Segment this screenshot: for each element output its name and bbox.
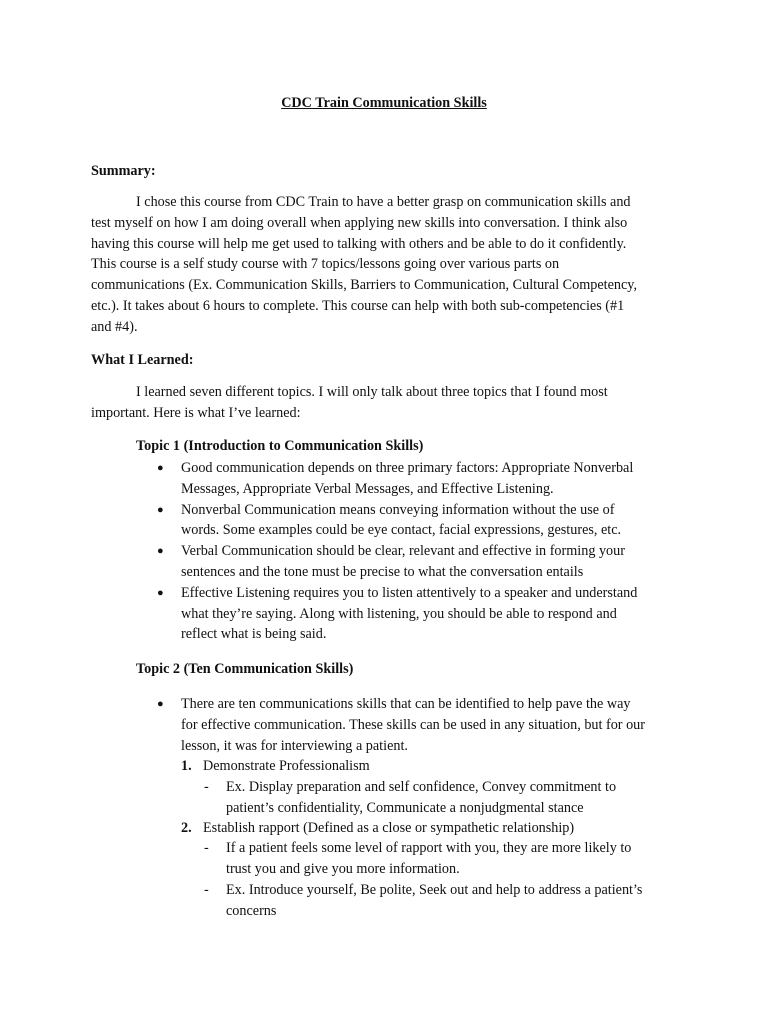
learned-line: I learned seven different topics. I will only talk about three topics that I found most: [136, 384, 608, 400]
list-item: [136, 500, 681, 542]
topic-2-heading: Topic 2 (Ten Communication Skills): [136, 661, 354, 677]
topic-2-bullet-list: [136, 694, 681, 756]
what-i-learned-heading: What I Learned:: [91, 352, 194, 368]
list-item-line: what they’re saying. Along with listening, you should be able to respond and: [181, 605, 617, 622]
dash-icon: -: [204, 840, 209, 856]
list-item-line: words. Some examples could be eye contact, facial expressions, gestures, etc.: [181, 522, 622, 539]
list-item-line: reflect what is being said.: [181, 626, 327, 643]
learned-line: important. Here is what I’ve learned:: [91, 404, 301, 421]
list-item-line: Good communication depends on three primary factors: Appropriate Nonverbal: [181, 460, 634, 476]
list-item-line: for effective communication. These skills can be used in any situation, but for our: [181, 716, 645, 733]
list-item: [136, 458, 681, 500]
sub-item-line: Ex. Display preparation and self confidence, Convey commitment to: [226, 779, 617, 795]
sub-item-line: Ex. Introduce yourself, Be polite, Seek out and help to address a patient’s: [226, 882, 643, 898]
summary-line: and #4).: [91, 318, 138, 335]
item-number: 2.: [181, 820, 192, 836]
sub-item-line: concerns: [226, 902, 277, 919]
list-item: [136, 541, 681, 583]
summary-line: This course is a self study course with 7 topics/lessons going over various parts on: [91, 256, 560, 273]
summary-line: communications (Ex. Communication Skills, Barriers to Communication, Cultural Competency,: [91, 277, 638, 294]
item-number: 1.: [181, 758, 192, 774]
sub-item-line: trust you and give you more information.: [226, 860, 460, 877]
list-item-line: Nonverbal Communication means conveying information without the use of: [181, 501, 615, 518]
dash-icon: -: [204, 882, 209, 898]
summary-heading: Summary:: [91, 163, 156, 179]
learned-paragraph: [91, 382, 681, 424]
topic-1-bullet-list: [136, 458, 681, 645]
sub-item-line: If a patient feels some level of rapport with you, they are more likely to: [226, 840, 632, 856]
summary-line: I chose this course from CDC Train to have a better grasp on communication skills and: [136, 194, 631, 210]
bullet-icon: ●: [157, 545, 164, 558]
summary-line: test myself on how I am doing overall when applying new skills into conversation. I think also: [91, 214, 628, 231]
sub-item-line: patient’s confidentiality, Communicate a nonjudgmental stance: [226, 799, 584, 816]
bullet-icon: ●: [157, 462, 164, 474]
topic-1-heading: Topic 1 (Introduction to Communication Skills): [136, 438, 424, 454]
bullet-icon: ●: [157, 698, 164, 710]
summary-paragraph: [91, 192, 681, 338]
list-item-line: There are ten communications skills that can be identified to help pave the way: [181, 696, 631, 712]
list-item-line: sentences and the tone must be precise to what the conversation entails: [181, 563, 584, 580]
document-title: CDC Train Communication Skills: [281, 95, 487, 111]
list-item: [136, 583, 681, 645]
bullet-icon: ●: [157, 586, 164, 599]
item-text: Demonstrate Professionalism: [203, 758, 370, 774]
list-item-line: Verbal Communication should be clear, relevant and effective in forming your: [181, 543, 625, 560]
list-item-line: lesson, it was for interviewing a patient.: [181, 737, 408, 754]
bullet-icon: ●: [157, 503, 164, 516]
summary-line: etc.). It takes about 6 hours to complete. This course can help with both sub-competencies (#1: [91, 297, 625, 314]
item-text: Establish rapport (Defined as a close or sympathetic relationship): [203, 820, 575, 836]
summary-line: having this course will help me get used to talking with others and be able to do it confidently.: [91, 235, 627, 252]
list-item: [136, 694, 681, 756]
list-item-line: Effective Listening requires you to listen attentively to a speaker and understand: [181, 584, 638, 601]
dash-icon: -: [204, 779, 209, 795]
list-item-line: Messages, Appropriate Verbal Messages, and Effective Listening.: [181, 480, 554, 497]
